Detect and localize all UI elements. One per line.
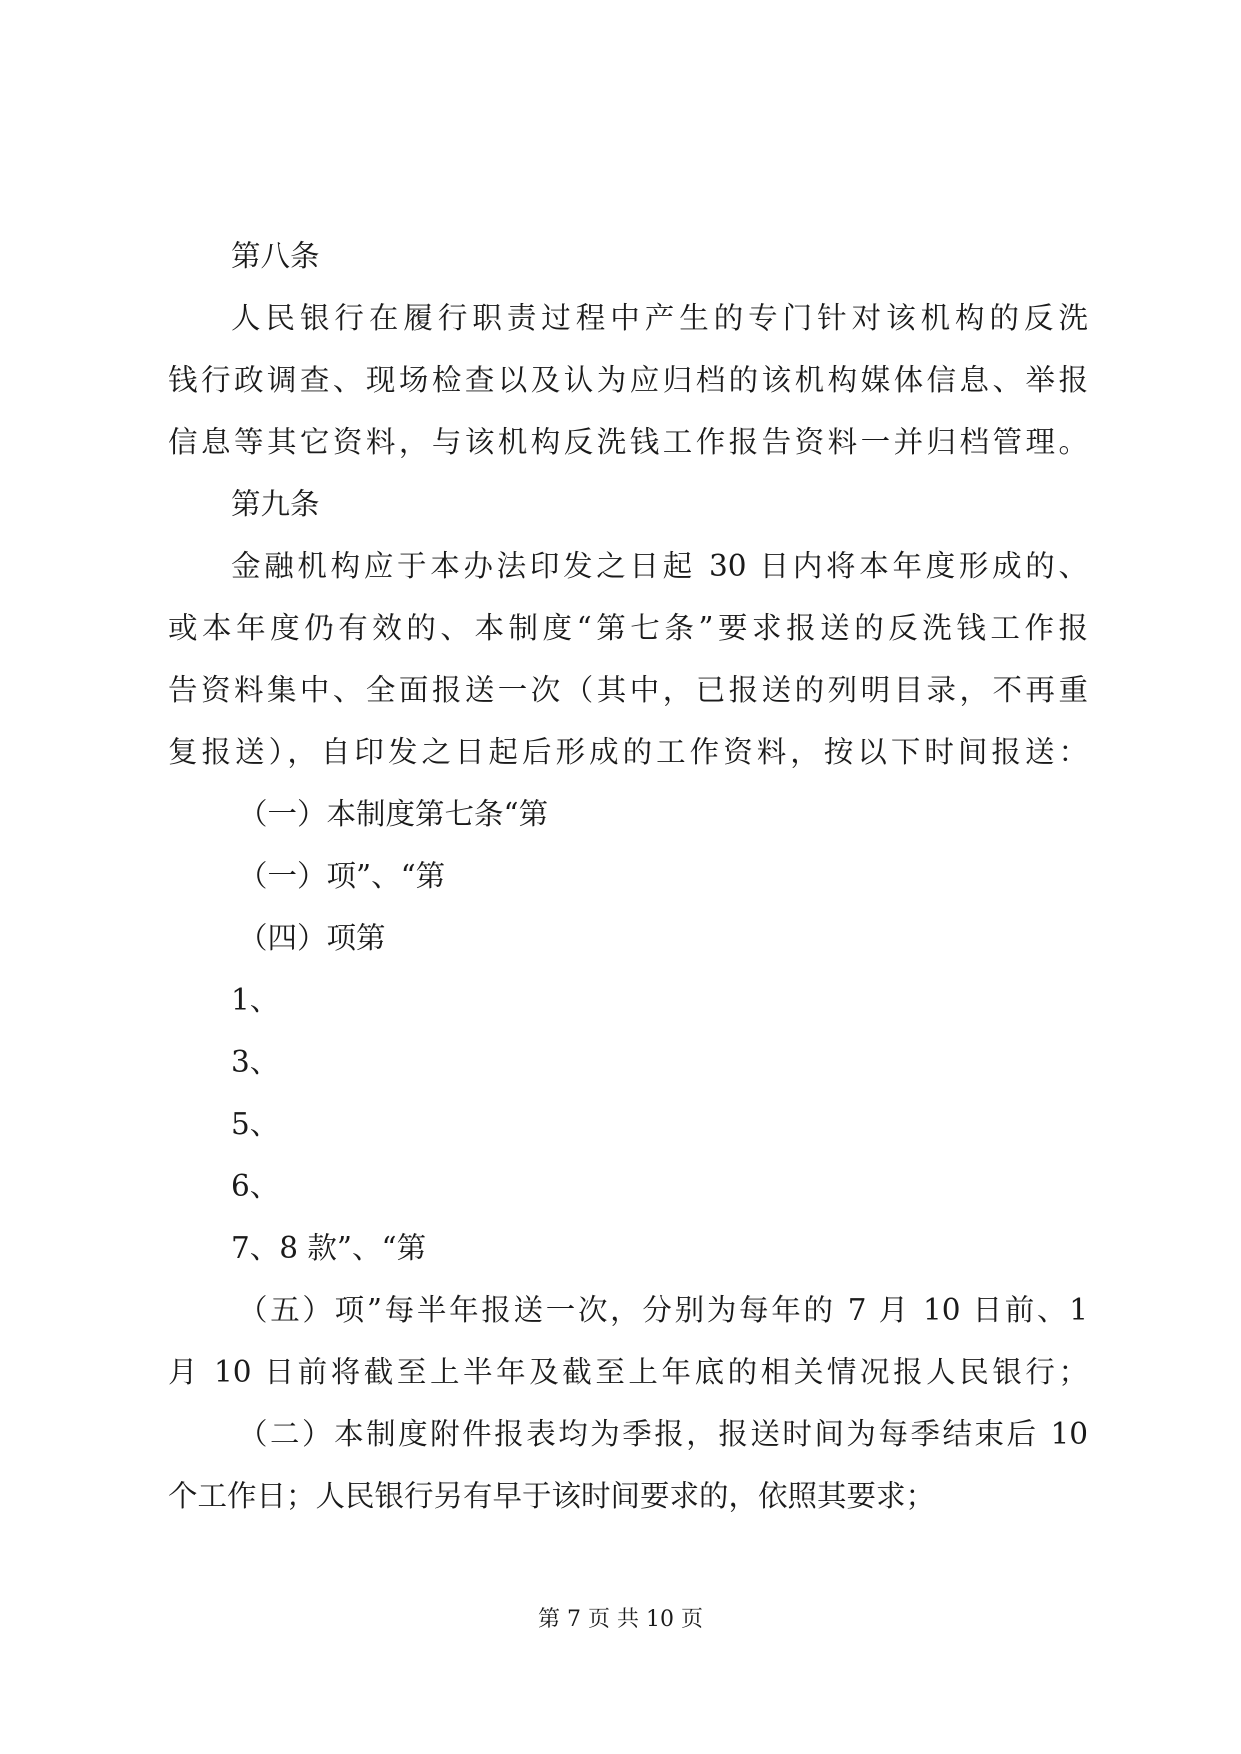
paragraph-line: （五）项”每半年报送一次，分别为每年的 7 月 10 日前、1 [238, 1293, 1088, 1327]
article-heading-8: 第八条 [231, 239, 320, 273]
list-item: 1、 [231, 983, 280, 1017]
list-item: （四）项第 [238, 921, 386, 955]
list-item: （一）本制度第七条“第 [238, 797, 549, 831]
paragraph-line: 人民银行在履行职责过程中产生的专门针对该机构的反洗 [231, 301, 1088, 335]
paragraph-line: 告资料集中、全面报送一次（其中，已报送的列明目录，不再重 [168, 673, 1088, 707]
list-item: 7、8 款”、“第 [231, 1231, 427, 1265]
paragraph-line: 月 10 日前将截至上半年及截至上年底的相关情况报人民银行； [168, 1355, 1088, 1389]
article-heading-9: 第九条 [231, 487, 320, 521]
paragraph-line: （二）本制度附件报表均为季报，报送时间为每季结束后 10 [238, 1417, 1088, 1451]
list-item: （一）项”、“第 [238, 859, 446, 893]
paragraph-line: 金融机构应于本办法印发之日起 30 日内将本年度形成的、 [231, 549, 1088, 583]
paragraph-line: 个工作日；人民银行另有早于该时间要求的，依照其要求； [168, 1479, 936, 1513]
list-item: 5、 [231, 1107, 280, 1141]
paragraph-line: 信息等其它资料，与该机构反洗钱工作报告资料一并归档管理。 [168, 425, 1088, 459]
paragraph-line: 或本年度仍有效的、本制度“第七条”要求报送的反洗钱工作报 [168, 611, 1088, 645]
list-item: 3、 [231, 1045, 280, 1079]
paragraph-line: 复报送），自印发之日起后形成的工作资料，按以下时间报送： [168, 735, 1088, 769]
paragraph-line: 钱行政调查、现场检查以及认为应归档的该机构媒体信息、举报 [168, 363, 1088, 397]
document-body [168, 225, 1088, 1527]
list-item: 6、 [231, 1169, 280, 1203]
page-footer: 第 7 页 共 10 页 [538, 1607, 703, 1632]
